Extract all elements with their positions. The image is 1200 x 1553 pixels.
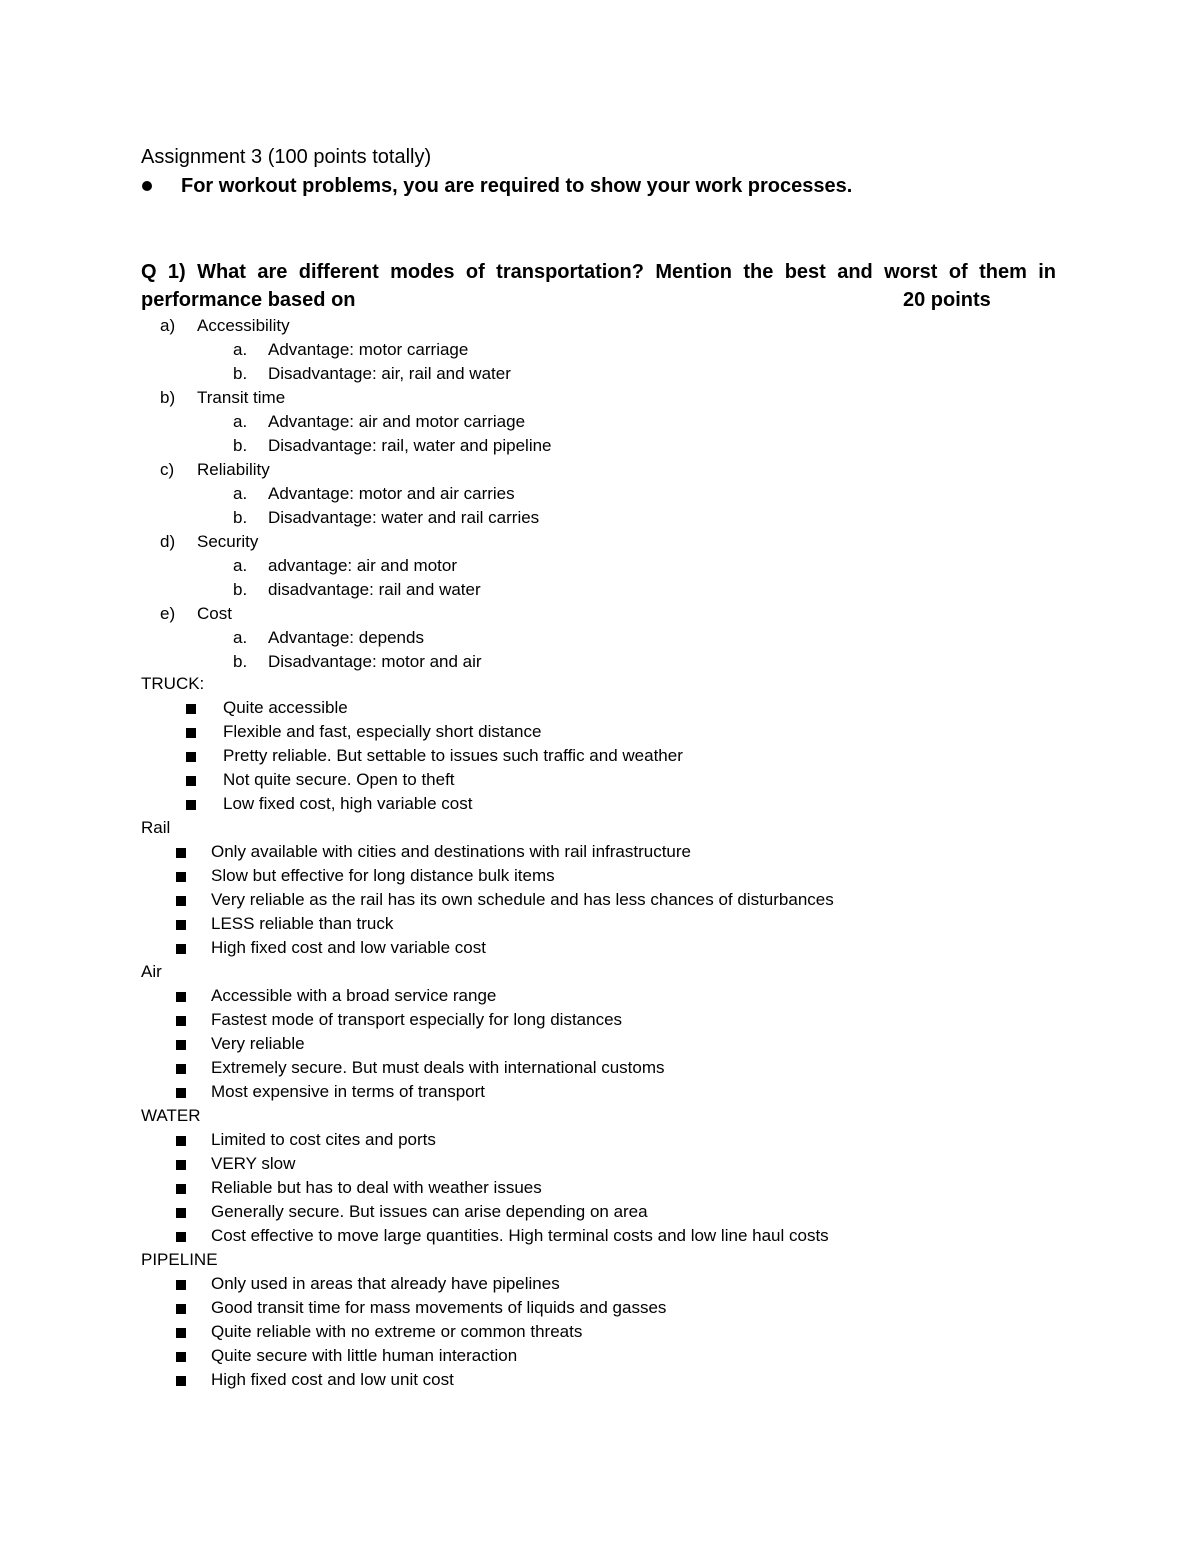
square-bullet-icon <box>176 920 186 930</box>
criterion-item-marker: b. <box>233 652 248 671</box>
square-bullet-icon <box>186 728 196 738</box>
criterion-item-text: Advantage: depends <box>268 628 424 647</box>
question-points: 20 points <box>903 289 991 311</box>
mode-bullet-item: Very reliable as the rail has its own schedule and has less chances of disturbances <box>211 890 834 909</box>
mode-bullet-item: Good transit time for mass movements of liquids and gasses <box>211 1298 667 1317</box>
criterion-label: Security <box>197 532 259 551</box>
mode-bullet-item: Fastest mode of transport especially for long distances <box>211 1010 623 1029</box>
mode-bullet-item: Low fixed cost, high variable cost <box>223 794 473 813</box>
square-bullet-icon <box>186 776 196 786</box>
criterion-item-text: Disadvantage: motor and air <box>268 652 482 671</box>
criterion-label: Reliability <box>197 460 270 479</box>
square-bullet-icon <box>186 704 196 714</box>
mode-bullet-item: Accessible with a broad service range <box>211 986 497 1005</box>
mode-bullet-item: Most expensive in terms of transport <box>211 1082 486 1101</box>
mode-bullet-item: Limited to cost cites and ports <box>211 1130 436 1149</box>
criterion-item-marker: a. <box>233 412 248 431</box>
mode-bullet-item: Quite secure with little human interaction <box>211 1346 518 1365</box>
square-bullet-icon <box>176 1136 186 1146</box>
square-bullet-icon <box>176 1208 186 1218</box>
mode-bullet-item: Pretty reliable. But settable to issues such traffic and weather <box>223 746 683 765</box>
criterion-item-marker: a. <box>233 484 248 503</box>
criterion-item-marker: b. <box>233 580 248 599</box>
mode-bullet-item: Only available with cities and destinations with rail infrastructure <box>211 842 692 861</box>
instruction-text: For workout problems, you are required to show your work processes. <box>181 175 853 197</box>
criterion-marker: e) <box>160 604 176 623</box>
criterion-label: Cost <box>197 604 232 623</box>
criterion-item-marker: a. <box>233 556 248 575</box>
square-bullet-icon <box>176 848 186 858</box>
criterion-item-text: Disadvantage: air, rail and water <box>268 364 511 383</box>
criterion-item-marker: a. <box>233 340 248 359</box>
mode-heading: PIPELINE <box>141 1250 218 1269</box>
square-bullet-icon <box>176 1160 186 1170</box>
square-bullet-icon <box>176 872 186 882</box>
square-bullet-icon <box>176 1184 186 1194</box>
mode-bullet-item: Reliable but has to deal with weather issues <box>211 1178 542 1197</box>
criterion-item-text: Disadvantage: water and rail carries <box>268 508 540 527</box>
square-bullet-icon <box>176 992 186 1002</box>
question-text-line2: performance based on <box>141 289 356 311</box>
square-bullet-icon <box>176 1328 186 1338</box>
mode-bullet-item: Not quite secure. Open to theft <box>223 770 455 789</box>
square-bullet-icon <box>176 1040 186 1050</box>
question-text-line1: Q 1) What are different modes of transportation? Mention the best and worst of them in <box>141 261 1056 283</box>
criterion-label: Transit time <box>197 388 286 407</box>
mode-heading: Rail <box>141 818 171 837</box>
mode-bullet-item: Very reliable <box>211 1034 305 1053</box>
mode-bullet-item: VERY slow <box>211 1154 296 1173</box>
criterion-item-marker: a. <box>233 628 248 647</box>
criterion-item-text: Advantage: motor carriage <box>268 340 469 359</box>
criterion-item-text: advantage: air and motor <box>268 556 458 575</box>
criterion-marker: d) <box>160 532 176 551</box>
square-bullet-icon <box>176 896 186 906</box>
criterion-item-text: Advantage: air and motor carriage <box>268 412 526 431</box>
criterion-label: Accessibility <box>197 316 290 335</box>
mode-bullet-item: Only used in areas that already have pipelines <box>211 1274 560 1293</box>
square-bullet-icon <box>176 1232 186 1242</box>
mode-bullet-item: Quite reliable with no extreme or common threats <box>211 1322 583 1341</box>
square-bullet-icon <box>176 1376 186 1386</box>
criterion-item-text: Disadvantage: rail, water and pipeline <box>268 436 552 455</box>
mode-bullet-item: Quite accessible <box>223 698 348 717</box>
assignment-title: Assignment 3 (100 points totally) <box>141 146 432 168</box>
mode-bullet-item: Flexible and fast, especially short distance <box>223 722 542 741</box>
criterion-item-marker: b. <box>233 364 248 383</box>
square-bullet-icon <box>186 752 196 762</box>
mode-bullet-item: Generally secure. But issues can arise depending on area <box>211 1202 648 1221</box>
bullet-icon <box>142 181 152 191</box>
criterion-marker: a) <box>160 316 176 335</box>
mode-heading: WATER <box>141 1106 201 1125</box>
square-bullet-icon <box>176 1304 186 1314</box>
criterion-item-text: Advantage: motor and air carries <box>268 484 515 503</box>
square-bullet-icon <box>176 1352 186 1362</box>
mode-bullet-item: Cost effective to move large quantities. High terminal costs and low line haul costs <box>211 1226 829 1245</box>
mode-heading: Air <box>141 962 162 981</box>
square-bullet-icon <box>176 1064 186 1074</box>
square-bullet-icon <box>176 944 186 954</box>
criterion-marker: b) <box>160 388 176 407</box>
mode-bullet-item: High fixed cost and low variable cost <box>211 938 486 957</box>
mode-bullet-item: Extremely secure. But must deals with international customs <box>211 1058 665 1077</box>
mode-heading: TRUCK: <box>141 674 205 693</box>
mode-bullet-item: High fixed cost and low unit cost <box>211 1370 454 1389</box>
criterion-item-marker: b. <box>233 508 248 527</box>
criterion-item-marker: b. <box>233 436 248 455</box>
mode-bullet-item: Slow but effective for long distance bulk items <box>211 866 555 885</box>
criterion-marker: c) <box>160 460 175 479</box>
mode-bullet-item: LESS reliable than truck <box>211 914 394 933</box>
criterion-item-text: disadvantage: rail and water <box>268 580 481 599</box>
square-bullet-icon <box>176 1088 186 1098</box>
square-bullet-icon <box>176 1280 186 1290</box>
square-bullet-icon <box>186 800 196 810</box>
square-bullet-icon <box>176 1016 186 1026</box>
